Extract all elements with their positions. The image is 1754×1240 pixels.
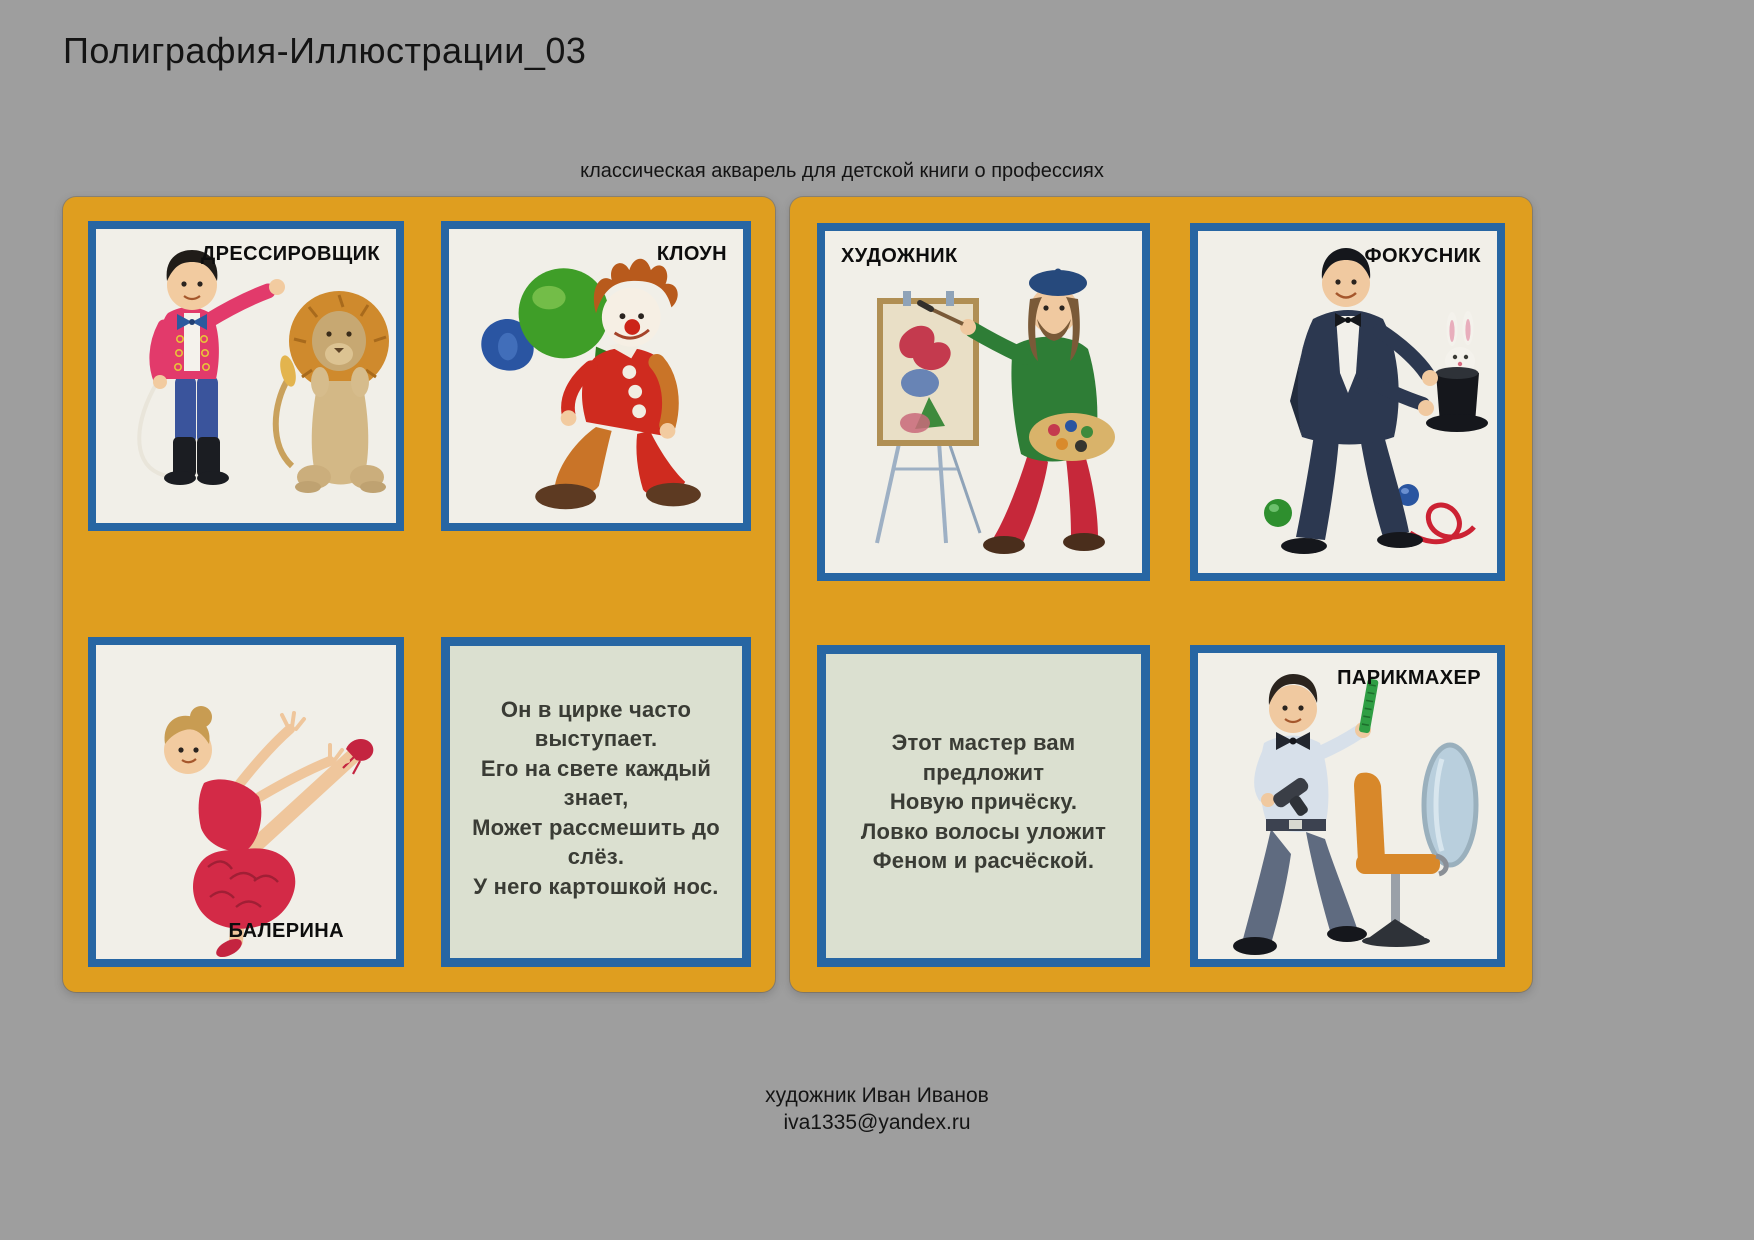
ballerina-illustration <box>96 645 396 959</box>
card-label-hairdresser: ПАРИКМАХЕР <box>1337 667 1481 689</box>
poem-line: Новую причёску. <box>889 789 1078 815</box>
animal-trainer-illustration <box>96 229 396 523</box>
poem-line: предложит <box>922 759 1045 785</box>
card-label-artist: ХУДОЖНИК <box>841 245 958 267</box>
poem-line: У него картошкой нос. <box>473 873 719 899</box>
poem-text-hairdresser <box>861 728 1106 875</box>
card-label-magician: ФОКУСНИК <box>1364 245 1481 267</box>
card-label-trainer: ДРЕССИРОВЩИК <box>200 243 380 265</box>
card-ballerina <box>88 637 404 967</box>
card-magician <box>1190 223 1505 581</box>
page-title: Полиграфия-Иллюстрации_03 <box>63 30 587 71</box>
book-spread-left <box>63 197 775 992</box>
book-spread-right <box>790 197 1532 992</box>
card-hairdresser <box>1190 645 1505 967</box>
card-animal-trainer <box>88 221 404 531</box>
poem-line: Может рассмешить до слёз. <box>472 814 720 870</box>
footer-credit <box>0 1082 1754 1137</box>
poem-line: Он в цирке часто выступает. <box>500 696 692 752</box>
clown-illustration <box>449 229 743 523</box>
card-artist <box>817 223 1150 581</box>
hairdresser-illustration <box>1198 653 1497 959</box>
card-label-clown: КЛОУН <box>656 243 727 265</box>
card-clown <box>441 221 751 531</box>
artist-credit: художник Иван Иванов <box>765 1084 989 1107</box>
card-poem-hairdresser <box>817 645 1150 967</box>
poem-text-clown <box>450 695 742 901</box>
poem-line: Этот мастер вам <box>891 730 1076 756</box>
poem-line: Феном и расчёской. <box>872 848 1095 874</box>
artist-illustration <box>825 231 1142 573</box>
poem-line: Ловко волосы уложит <box>860 818 1107 844</box>
page-subtitle: классическая акварель для детской книги о профессиях <box>580 160 1104 182</box>
poem-line: Его на свете каждый знает, <box>480 755 712 811</box>
card-label-ballerina: БАЛЕРИНА <box>228 920 344 942</box>
card-poem-clown <box>441 637 751 967</box>
magician-illustration <box>1198 231 1497 573</box>
artist-email: iva1335@yandex.ru <box>783 1111 971 1135</box>
